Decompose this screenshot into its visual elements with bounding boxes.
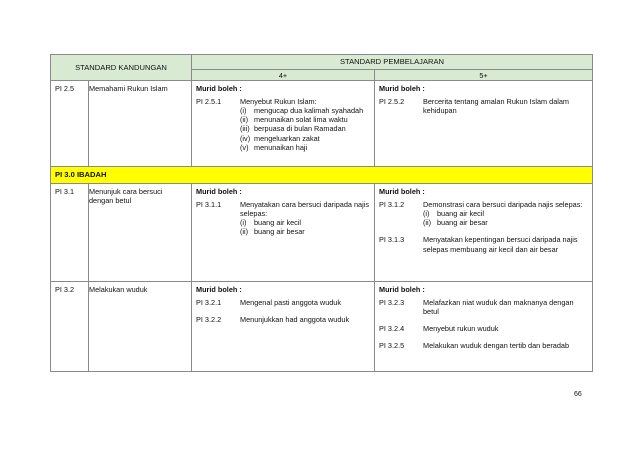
content-desc: Melakukan wuduk <box>89 282 192 372</box>
sub-item: (iv) mengeluarkan zakat <box>240 133 320 143</box>
level-4-cell <box>192 184 375 282</box>
sub-item: (i) mengucap dua kalimah syahadah <box>240 106 364 116</box>
sub-item: (v) menunaikan haji <box>240 142 308 152</box>
level-5-cell <box>375 81 593 167</box>
item-code: PI 2.5.2 <box>379 97 405 107</box>
item-code: PI 3.2.2 <box>196 315 222 325</box>
item-text: Menyatakan kepentingan bersuci daripada najis selepas membuang air kecil dan air besar <box>423 235 578 254</box>
content-code: PI 2.5 <box>51 81 89 167</box>
table-row <box>51 184 593 282</box>
item-text: Menyebut rukun wuduk <box>423 324 499 334</box>
standard-pembelajaran-header: STANDARD PEMBELAJARAN <box>192 55 593 70</box>
level-5-header: 5+ <box>375 70 593 81</box>
section-title: PI 3.0 IBADAH <box>51 167 593 184</box>
item-text: Menyebut Rukun Islam: <box>240 97 317 107</box>
content-desc: Menunjuk cara bersuci dengan betul <box>89 184 192 282</box>
learning-item <box>379 324 589 333</box>
sub-item: (ii) buang air besar <box>240 227 305 237</box>
curriculum-table <box>50 54 593 372</box>
content-code: PI 3.2 <box>51 282 89 372</box>
level-4-header: 4+ <box>192 70 375 81</box>
learning-item <box>196 298 371 307</box>
sub-item: (ii) menunaikan solat lima waktu <box>240 115 348 125</box>
murid-boleh-label: Murid boleh : <box>196 84 242 93</box>
item-code: PI 3.1.1 <box>196 200 222 210</box>
item-code: PI 3.2.4 <box>379 324 405 334</box>
item-text: Demonstrasi cara bersuci daripada najis selepas: <box>423 200 583 210</box>
sub-item: (iii) berpuasa di bulan Ramadan <box>240 124 346 134</box>
learning-item <box>379 235 589 253</box>
item-text: Menunjukkan had anggota wuduk <box>240 315 350 325</box>
learning-item <box>379 298 589 316</box>
murid-boleh-label: Murid boleh : <box>196 187 242 196</box>
learning-item <box>196 315 371 324</box>
murid-boleh-label: Murid boleh : <box>379 285 425 294</box>
item-text: Melafazkan niat wuduk dan maknanya dengan betul <box>423 298 574 317</box>
murid-boleh-label: Murid boleh : <box>379 187 425 196</box>
level-5-cell <box>375 282 593 372</box>
sub-item: (i) buang air kecil <box>423 209 485 219</box>
murid-boleh-label: Murid boleh : <box>379 84 425 93</box>
item-text: Mengenal pasti anggota wuduk <box>240 298 342 308</box>
sub-item: (ii) buang air besar <box>423 218 488 228</box>
item-code: PI 3.2.1 <box>196 298 222 308</box>
learning-item <box>379 200 589 227</box>
item-code: PI 3.1.3 <box>379 235 405 245</box>
item-text: Menyatakan cara bersuci daripada najis selepas: <box>240 200 369 219</box>
item-code: PI 3.2.5 <box>379 341 405 351</box>
learning-item <box>196 97 371 152</box>
learning-item <box>196 200 371 236</box>
sub-item: (i) buang air kecil <box>240 218 302 228</box>
item-code: PI 2.5.1 <box>196 97 222 107</box>
table-row <box>51 282 593 372</box>
content-code: PI 3.1 <box>51 184 89 282</box>
section-row <box>51 167 593 184</box>
level-4-cell <box>192 81 375 167</box>
page-number: 66 <box>574 391 582 398</box>
learning-item <box>379 97 589 115</box>
learning-item <box>379 341 589 350</box>
item-text: Melakukan wuduk dengan tertib dan beradab <box>423 341 570 351</box>
header-row <box>51 55 593 70</box>
item-text: Bercerita tentang amalan Rukun Islam dalam kehidupan <box>423 97 570 116</box>
standard-kandungan-header: STANDARD KANDUNGAN <box>51 55 192 81</box>
item-code: PI 3.2.3 <box>379 298 405 308</box>
level-4-cell <box>192 282 375 372</box>
item-code: PI 3.1.2 <box>379 200 405 210</box>
murid-boleh-label: Murid boleh : <box>196 285 242 294</box>
level-5-cell <box>375 184 593 282</box>
table-row <box>51 81 593 167</box>
content-desc: Memahami Rukun Islam <box>89 81 192 167</box>
